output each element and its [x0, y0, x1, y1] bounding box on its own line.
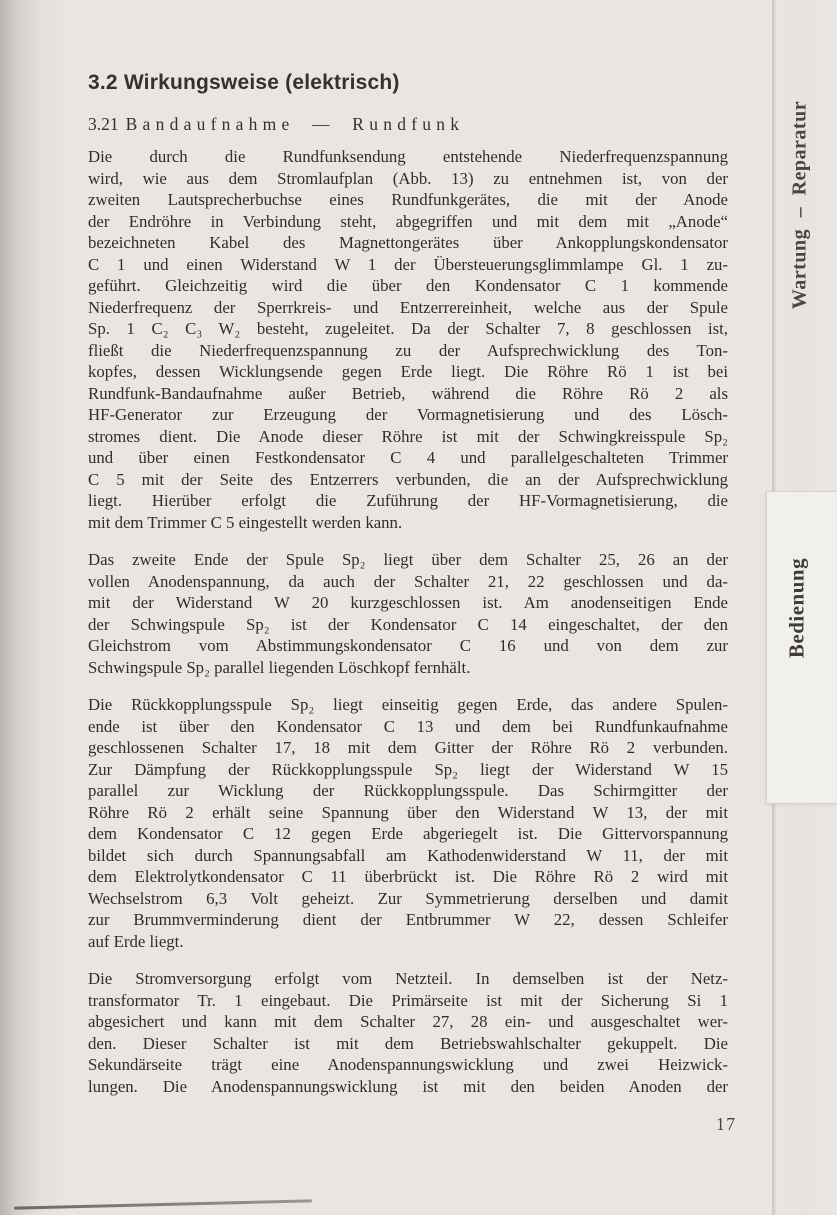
- text-line: abgesichert und kann mit dem Schalter 27, 28 ein- und ausgeschaltet wer-: [88, 1012, 728, 1031]
- text-line: Die Stromversorgung erfolgt vom Netzteil. In demselben ist der Netz-: [88, 969, 728, 988]
- text-line: Schwingspule Sp₂ parallel liegenden Löschkopf fernhält.: [88, 657, 471, 677]
- text-line: mit der Widerstand W 20 kurzgeschlossen ist. Am anodenseitigen Ende: [88, 593, 728, 612]
- text-line: der Schwingspule Sp₂ ist der Kondensator C 14 eingeschaltet, der den: [88, 614, 728, 634]
- paragraph: [88, 146, 728, 533]
- text-line: bezeichneten Kabel des Magnettongerätes über Ankopplungskondensator: [88, 233, 728, 252]
- text-line: wird, wie aus dem Stromlaufplan (Abb. 13) zu entnehmen ist, von der: [88, 168, 728, 188]
- text-line: liegt. Hierüber erfolgt die Zuführung der HF-Vormagnetisierung, die: [88, 491, 728, 510]
- text-line: auf Erde liegt.: [88, 931, 184, 951]
- side-tab-label-wartung-reparatur: Wartung – Reparatur: [788, 100, 811, 310]
- text-line: Gleichstrom vom Abstimmungskondensator C 16 und von dem zur: [88, 636, 728, 655]
- text-line: HF-Generator zur Erzeugung der Vormagnetisierung und des Lösch-: [88, 405, 728, 424]
- text-column: [88, 70, 728, 1113]
- text-line: fließt die Niederfrequenzspannung zu der Aufsprechwicklung des Ton-: [88, 340, 728, 360]
- text-line: Wechselstrom 6,3 Volt geheizt. Zur Symmetrierung derselben und damit: [88, 888, 728, 908]
- text-line: geschlossenen Schalter 17, 18 mit dem Gitter der Röhre Rö 2 verbunden.: [88, 738, 728, 757]
- text-line: und über einen Festkondensator C 4 und parallelgeschalteten Trimmer: [88, 448, 728, 467]
- subsection-heading: [88, 112, 728, 136]
- text-line: Niederfrequenz der Sperrkreis- und Entzerrereinheit, welche aus der Spule: [88, 297, 728, 317]
- subsection-number: 3.21: [88, 114, 119, 134]
- text-line: Sekundärseite trägt eine Anodenspannungswicklung und zwei Heizwick-: [88, 1055, 728, 1074]
- text-line: den. Dieser Schalter ist mit dem Betriebswahlschalter gekuppelt. Die: [88, 1033, 728, 1053]
- paragraph: [88, 549, 728, 678]
- text-line: dem Kondensator C 12 gegen Erde abgeriegelt ist. Die Gittervorspannung: [88, 824, 728, 843]
- text-line: vollen Anodenspannung, da auch der Schalter 21, 22 geschlossen und da-: [88, 571, 728, 591]
- side-tab-label-bedienung: Bedienung: [784, 557, 809, 659]
- text-line: zur Brummverminderung dient der Entbrummer W 22, dessen Schleifer: [88, 910, 728, 929]
- text-line: mit dem Trimmer C 5 eingestellt werden kann.: [88, 512, 403, 532]
- text-line: bildet sich durch Spannungsabfall am Kathodenwiderstand W 11, der mit: [88, 845, 728, 865]
- subsection-title: Bandaufnahme — Rundfunk: [125, 114, 465, 134]
- paragraph: [88, 694, 728, 952]
- text-line: Zur Dämpfung der Rückkopplungsspule Sp₂ liegt der Widerstand W 15: [88, 759, 728, 779]
- text-line: C 1 und einen Widerstand W 1 der Übersteuerungsglimmlampe Gl. 1 zu-: [88, 254, 728, 274]
- section-heading: 3.2 Wirkungsweise (elektrisch): [88, 71, 400, 94]
- text-line: Röhre Rö 2 erhält seine Spannung über den Widerstand W 13, der mit: [88, 802, 728, 822]
- text-line: geführt. Gleichzeitig wird die über den Kondensator C 1 kommende: [88, 276, 728, 295]
- text-line: Das zweite Ende der Spule Sp₂ liegt über dem Schalter 25, 26 an der: [88, 550, 728, 569]
- text-line: zweiten Lautsprecherbuchse eines Rundfunkgerätes, die mit der Anode: [88, 190, 728, 209]
- text-line: lungen. Die Anodenspannungswicklung ist mit den beiden Anoden der: [88, 1076, 728, 1096]
- text-line: Sp. 1 C₂ C₃ W₂ besteht, zugeleitet. Da der Schalter 7, 8 geschlossen ist,: [88, 319, 728, 338]
- page-number: 17: [716, 1114, 737, 1134]
- text-line: transformator Tr. 1 eingebaut. Die Primärseite ist mit der Sicherung Si 1: [88, 990, 728, 1010]
- page-gutter-shadow: [0, 0, 70, 1215]
- text-line: stromes dient. Die Anode dieser Röhre ist mit der Schwingkreisspule Sp₂: [88, 426, 728, 446]
- text-line: Rundfunk-Bandaufnahme außer Betrieb, während die Röhre Rö 2 als: [88, 383, 728, 403]
- text-line: kopfes, dessen Wicklungsende gegen Erde liegt. Die Röhre Rö 1 ist bei: [88, 362, 728, 381]
- text-line: ende ist über den Kondensator C 13 und dem bei Rundfunkaufnahme: [88, 716, 728, 736]
- text-line: dem Elektrolytkondensator C 11 überbrückt ist. Die Röhre Rö 2 wird mit: [88, 867, 728, 886]
- text-line: der Endröhre in Verbindung steht, abgegriffen und mit dem mit „Anode“: [88, 211, 728, 231]
- text-line: Die durch die Rundfunksendung entstehende Niederfrequenzspannung: [88, 147, 728, 166]
- text-line: Die Rückkopplungsspule Sp₂ liegt einseitig gegen Erde, das andere Spulen-: [88, 695, 728, 714]
- text-line: parallel zur Wicklung der Rückkopplungsspule. Das Schirmgitter der: [88, 781, 728, 800]
- paragraph: [88, 968, 728, 1097]
- text-line: C 5 mit der Seite des Entzerrers verbunden, die an der Aufsprechwicklung: [88, 469, 728, 489]
